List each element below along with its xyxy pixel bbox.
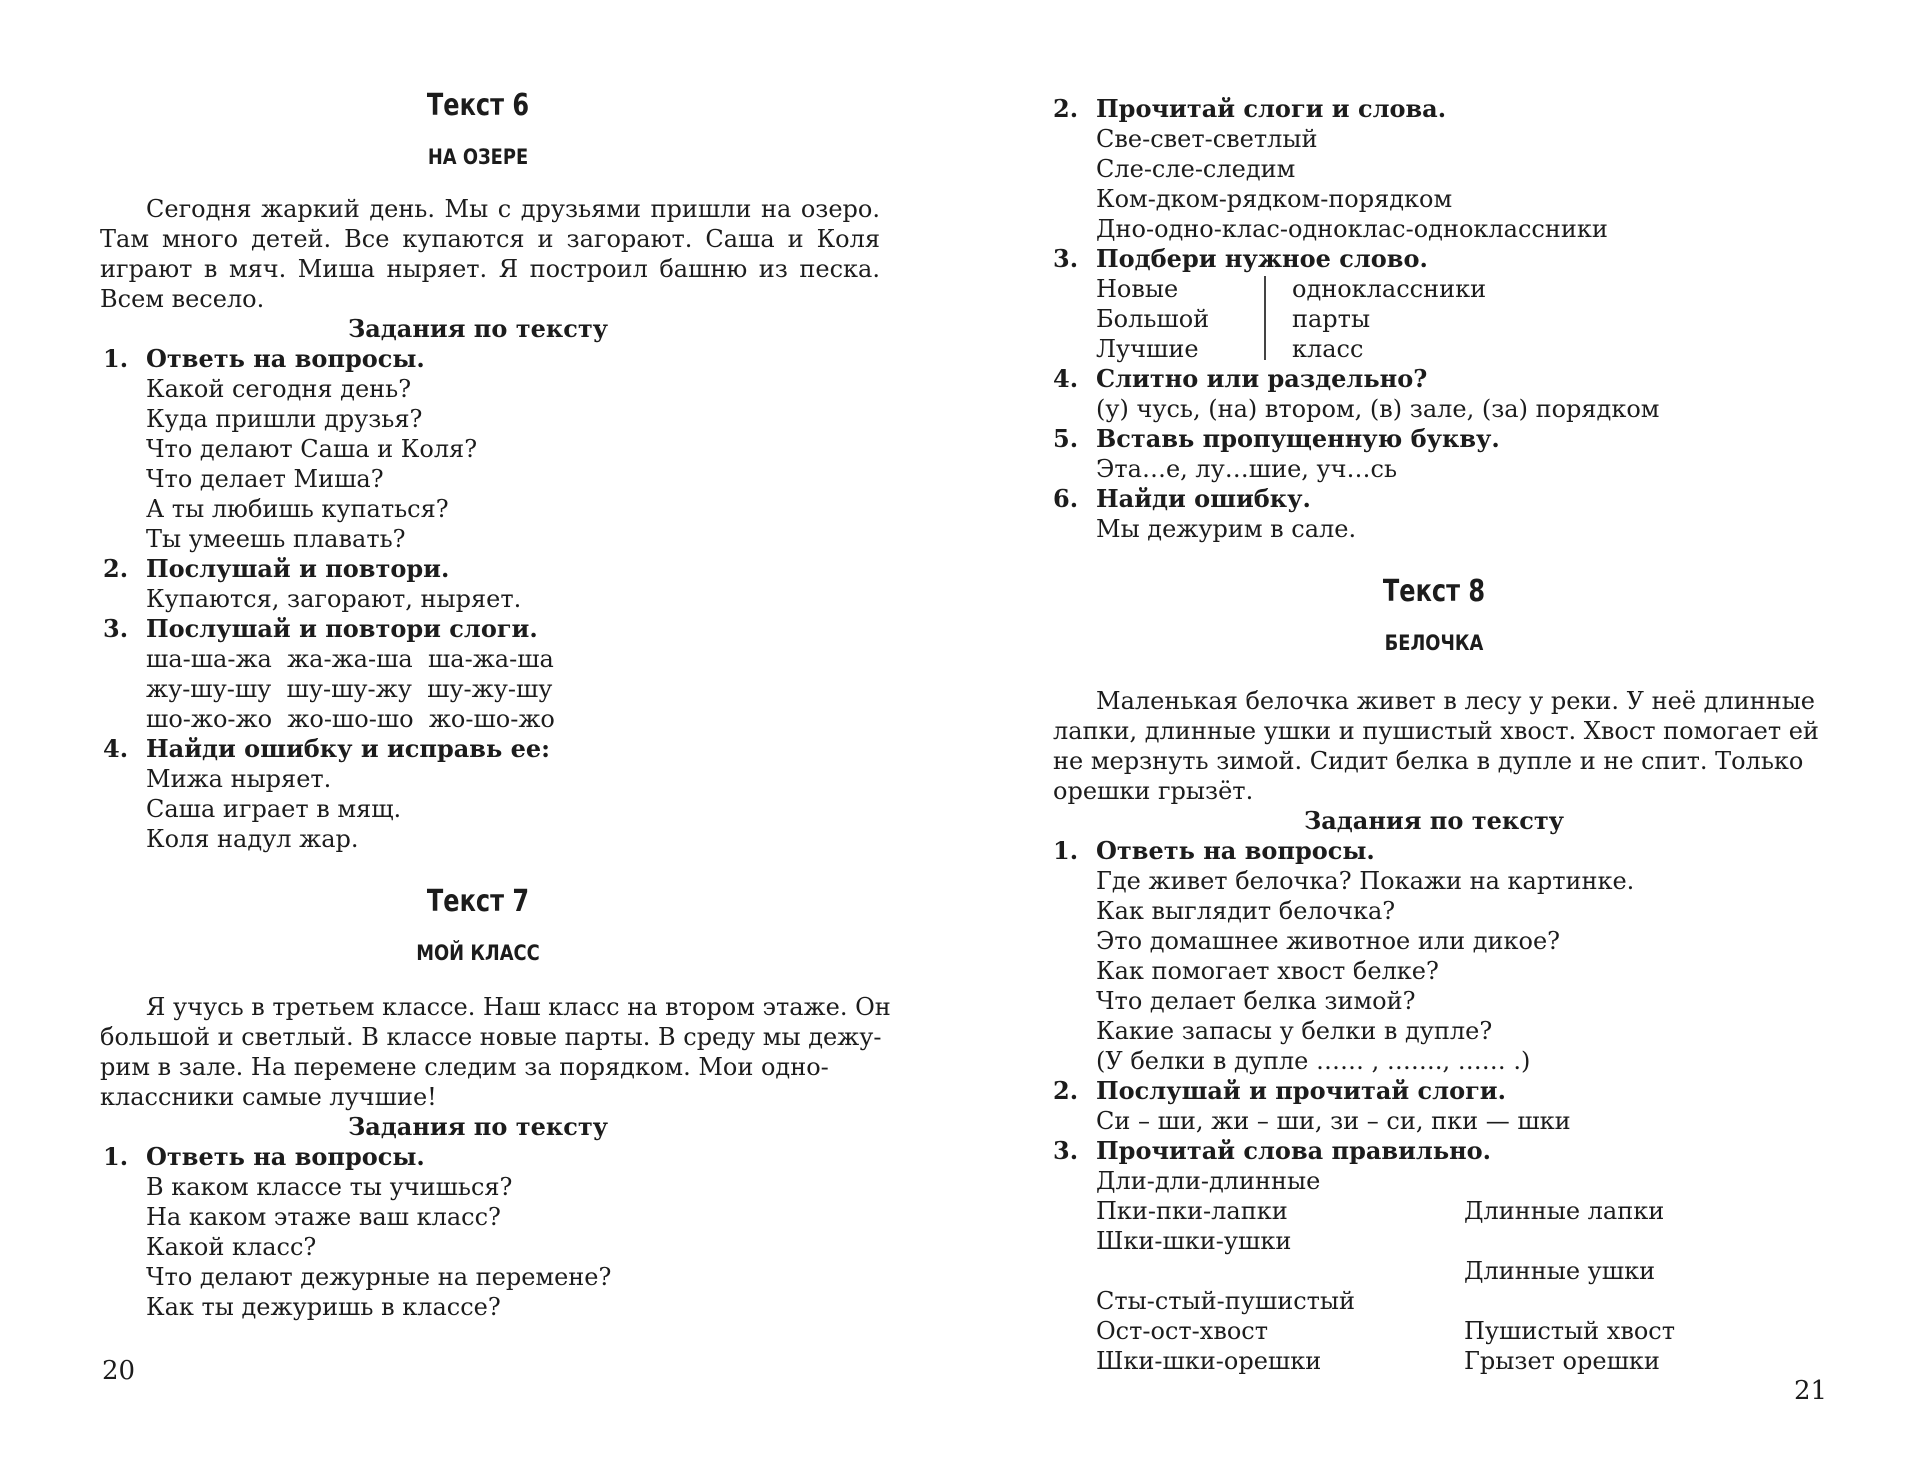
task-line: Си – ши, жи – ши, зи – си, пки — шки xyxy=(1096,1107,1571,1135)
task-number: 4. xyxy=(1053,364,1079,393)
task-title: Прочитай слоги и слова. xyxy=(1096,94,1447,123)
task-line: Эта…е, лу…шие, уч…сь xyxy=(1096,455,1398,483)
text8-body-line: лапки, длинные ушки и пушистый хвост. Хвост помогает ей xyxy=(1053,717,1819,745)
task-line: Коля надул жар. xyxy=(146,825,359,853)
divider-line xyxy=(1264,276,1266,360)
text8-tasks-heading: Задания по тексту xyxy=(1303,806,1565,835)
task-line: Куда пришли друзья? xyxy=(146,405,423,433)
task-number: 2. xyxy=(1053,1076,1079,1105)
task-line: Что делает белка зимой? xyxy=(1096,987,1416,1015)
task-number: 4. xyxy=(103,734,129,763)
task-number: 1. xyxy=(1053,836,1079,865)
text6-body: Сегодня жаркий день. Мы с друзьями пришли на озеро. Там много детей. Все купаются и загорают. Саша и Коля играют в мяч. Миша ныряет. Я построил башню из песка. Всем весело. xyxy=(100,195,880,313)
text7-body-line: рим в зале. На перемене следим за порядком. Мои одно- xyxy=(100,1053,829,1081)
task-line: Это домашнее животное или дикое? xyxy=(1096,927,1561,955)
word-left: Лучшие xyxy=(1096,335,1199,363)
phrase-line: Грызет орешки xyxy=(1464,1347,1660,1375)
task-number: 2. xyxy=(103,554,129,583)
text7-tasks-heading: Задания по тексту xyxy=(347,1112,609,1141)
task-line: (у) чусь, (на) втором, (в) зале, (за) порядком xyxy=(1096,395,1660,423)
phrase-line: Длинные ушки xyxy=(1464,1257,1656,1285)
task-line: Как ты дежуришь в классе? xyxy=(146,1293,501,1321)
task-line: Ком-дком-рядком-порядком xyxy=(1096,185,1453,213)
syllable-line: Ост-ост-хвост xyxy=(1096,1317,1268,1345)
syllable-line: Сты-стый-пушистый xyxy=(1096,1287,1356,1315)
task-line: ша-ша-жа жа-жа-ша ша-жа-ша xyxy=(146,645,554,673)
word-left: Большой xyxy=(1096,305,1210,333)
task-line: Мижа ныряет. xyxy=(146,765,332,793)
syllable-line: Дли-дли-длинные xyxy=(1096,1167,1321,1195)
text8-body-line: Маленькая белочка живет в лесу у реки. У неё длинные xyxy=(1096,687,1815,715)
task-number: 1. xyxy=(103,1142,129,1171)
task-title: Послушай и повтори. xyxy=(146,554,450,583)
word-right: парты xyxy=(1292,305,1371,333)
task-title: Вставь пропущенную букву. xyxy=(1096,424,1500,453)
task-line: Какой класс? xyxy=(146,1233,317,1261)
task-line: Где живет белочка? Покажи на картинке. xyxy=(1096,867,1635,895)
task-title: Найди ошибку. xyxy=(1096,484,1311,513)
task-number: 3. xyxy=(1053,1136,1079,1165)
task-number: 3. xyxy=(103,614,129,643)
task-line: Све-свет-светлый xyxy=(1096,125,1318,153)
word-left: Новые xyxy=(1096,275,1179,303)
task-number: 6. xyxy=(1053,484,1079,513)
task-title: Ответь на вопросы. xyxy=(1096,836,1375,865)
task-title: Подбери нужное слово. xyxy=(1096,244,1428,273)
right-page xyxy=(956,0,1912,1464)
task-line: Дно-одно-клас-одноклас-одноклассники xyxy=(1096,215,1608,243)
task-line: Какие запасы у белки в дупле? xyxy=(1096,1017,1493,1045)
task-line: Саша играет в мящ. xyxy=(146,795,402,823)
task-line: Сле-сле-следим xyxy=(1096,155,1296,183)
text7-body-line: большой и светлый. В классе новые парты. В среду мы дежу- xyxy=(100,1023,882,1051)
phrase-line: Пушистый хвост xyxy=(1464,1317,1676,1345)
text6-tasks-heading: Задания по тексту xyxy=(347,314,609,343)
task-line: Что делает Миша? xyxy=(146,465,384,493)
task-line: Купаются, загорают, ныряет. xyxy=(146,585,522,613)
text8-title: Текст 8 xyxy=(1382,574,1486,609)
text7-body-line: классники самые лучшие! xyxy=(100,1083,437,1111)
task-line: жу-шу-шу шу-шу-жу шу-жу-шу xyxy=(146,675,553,703)
task-number: 1. xyxy=(103,344,129,373)
task-line: А ты любишь купаться? xyxy=(146,495,449,523)
task-line: На каком этаже ваш класс? xyxy=(146,1203,501,1231)
task-line: Какой сегодня день? xyxy=(146,375,412,403)
syllable-line: Шки-шки-ушки xyxy=(1096,1227,1292,1255)
task-line: Ты умеешь плавать? xyxy=(146,525,406,553)
syllable-line: Пки-пки-лапки xyxy=(1096,1197,1288,1225)
task-line: шо-жо-жо жо-шо-шо жо-шо-жо xyxy=(146,705,555,733)
syllable-line: Шки-шки-орешки xyxy=(1096,1347,1322,1375)
text6-title: Текст 6 xyxy=(426,88,530,123)
task-line: Как помогает хвост белке? xyxy=(1096,957,1439,985)
task-number: 2. xyxy=(1053,94,1079,123)
task-title: Послушай и прочитай слоги. xyxy=(1096,1076,1506,1105)
text6-heading: НА ОЗЕРЕ xyxy=(427,145,529,169)
word-right: одноклассники xyxy=(1292,275,1487,303)
task-title: Ответь на вопросы. xyxy=(146,1142,425,1171)
task-number: 3. xyxy=(1053,244,1079,273)
phrase-line: Длинные лапки xyxy=(1464,1197,1665,1225)
task-line: Что делают дежурные на перемене? xyxy=(146,1263,612,1291)
word-right: класс xyxy=(1292,335,1364,363)
text7-body-line: Я учусь в третьем классе. Наш класс на втором этаже. Он xyxy=(146,993,891,1021)
text8-body-line: не мерзнуть зимой. Сидит белка в дупле и не спит. Только xyxy=(1053,747,1804,775)
task-line: Как выглядит белочка? xyxy=(1096,897,1396,925)
text7-heading: МОЙ КЛАСС xyxy=(416,941,540,965)
task-line: В каком классе ты учишься? xyxy=(146,1173,513,1201)
task-line: Мы дежурим в сале. xyxy=(1096,515,1357,543)
task-title: Слитно или раздельно? xyxy=(1096,364,1428,393)
task-line: Что делают Саша и Коля? xyxy=(146,435,478,463)
text8-body-line: орешки грызёт. xyxy=(1053,777,1254,805)
task-number: 5. xyxy=(1053,424,1079,453)
task-title: Послушай и повтори слоги. xyxy=(146,614,538,643)
page-number: 20 xyxy=(102,1356,136,1386)
task-title: Прочитай слова правильно. xyxy=(1096,1136,1492,1165)
task-title: Ответь на вопросы. xyxy=(146,344,425,373)
text8-heading: БЕЛОЧКА xyxy=(1384,631,1484,655)
task-title: Найди ошибку и исправь ее: xyxy=(146,734,551,763)
task-line: (У белки в дупле …… , ……., …… .) xyxy=(1096,1047,1531,1075)
text7-title: Текст 7 xyxy=(426,884,530,919)
page-number: 21 xyxy=(1794,1376,1828,1406)
